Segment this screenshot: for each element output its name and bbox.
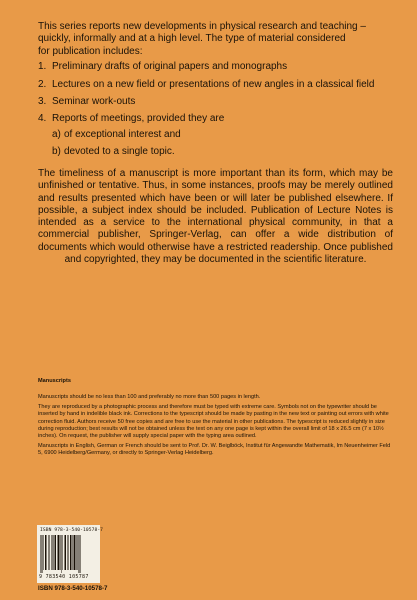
barcode-bar <box>57 535 58 570</box>
barcode-bar <box>49 535 50 570</box>
barcode-image <box>40 535 97 573</box>
intro-line-2: quickly, informally and at a high level. The type of material considered <box>38 33 346 45</box>
barcode-bar <box>53 535 54 570</box>
list-item: 2. Lectures on a new field or presentations of new angles in a classical field <box>38 78 375 90</box>
barcode-bar <box>68 535 69 570</box>
series-description <box>38 21 393 164</box>
sub-list-item: b) devoted to a single topic. <box>52 146 175 158</box>
manuscripts-paragraph: Manuscripts should be no less than 100 and preferably no more than 500 pages in length. <box>38 394 261 401</box>
barcode-bar <box>74 535 76 570</box>
isbn-bottom-label: ISBN 978-3-540-10578-7 <box>38 585 108 592</box>
barcode-bar <box>54 535 55 570</box>
manuscripts-paragraph: Manuscripts in English, German or French should be sent to Prof. Dr. W. Beiglböck, Institut für Angewandte Mathematik, Im Neuenheimer Feld 5, 6900 Heidelberg/Germany, or directly to Springer-Verlag Heidelberg. <box>38 442 391 457</box>
manuscripts-section <box>38 378 393 460</box>
list-item: 3. Seminar work-outs <box>38 96 136 108</box>
barcode-bar <box>45 535 46 570</box>
barcode-bar <box>64 535 65 570</box>
barcode-bar <box>63 535 64 570</box>
barcode-bar <box>43 535 44 570</box>
isbn-top-label: ISBN 978-3-540-10578-7 <box>40 528 104 533</box>
barcode-bar <box>65 535 66 570</box>
barcode-bar <box>78 535 79 570</box>
manuscripts-paragraph: They are reproduced by a photographic process and therefore must be typed with extreme care. Symbols not on the typewriter should be inserted by hand in indelible black ink. Corrections to the typescript should be made by pasting in the new text or painting out errors with white correction fluid. Authors receive 50 free copies and are free to use the material in other publications. The typescript is reduced slightly in size during reproduction; best results will not be obtained unless the text on any one page is kept within the overall limit of 18 x 26.5 cm (7 x 10½ inches). On request, the publisher will supply special paper with the typing area outlined. <box>38 403 389 440</box>
barcode-bar <box>48 535 49 570</box>
barcode-bar <box>41 535 42 573</box>
barcode-digits: 9 783540 105787 <box>39 574 89 580</box>
barcode-bar <box>58 535 60 570</box>
intro-line-3: for publication includes: <box>38 45 143 57</box>
barcode-bar <box>55 535 56 570</box>
material-list <box>38 61 393 158</box>
barcode-bar <box>73 535 74 570</box>
barcode-bar <box>47 535 48 570</box>
barcode-bar <box>42 535 43 573</box>
barcode-bar <box>76 535 77 570</box>
list-item: 1. Preliminary drafts of original papers and monographs <box>38 61 288 73</box>
barcode-bar <box>72 535 73 570</box>
barcode-bar <box>70 535 71 570</box>
timeliness-paragraph: The timeliness of a manuscript is more important than its form, which may be unfinished or tentative. Thus, in some instances, proofs may be merely outlined and results presented which have been or will later be published elsewhere. If possible, a subject index should be included. Publication of Lecture Notes is intended as a service to the international physical community, in that a commercial publisher, Springer-Verlag, can offer a wide distribution of documents which would otherwise have a restricted readership. Once published and copyrighted, they may be documented in the scientific literature. <box>38 168 393 266</box>
intro-line-1: This series reports new developments in physical research and teaching – <box>38 21 366 32</box>
barcode-bar <box>62 535 63 573</box>
barcode-bar <box>80 535 81 573</box>
sub-list-item: a) of exceptional interest and <box>52 128 181 140</box>
barcode-bar <box>60 535 61 570</box>
barcode-bar <box>51 535 52 570</box>
list-item: 4. Reports of meetings, provided they are a) of exceptional interest and b) devoted to a single topic. <box>38 113 393 158</box>
meeting-criteria-list <box>52 129 393 159</box>
manuscripts-heading: Manuscripts <box>38 378 71 384</box>
barcode-box <box>37 525 104 583</box>
barcode-bar <box>69 535 70 570</box>
barcode-bar <box>79 535 80 573</box>
